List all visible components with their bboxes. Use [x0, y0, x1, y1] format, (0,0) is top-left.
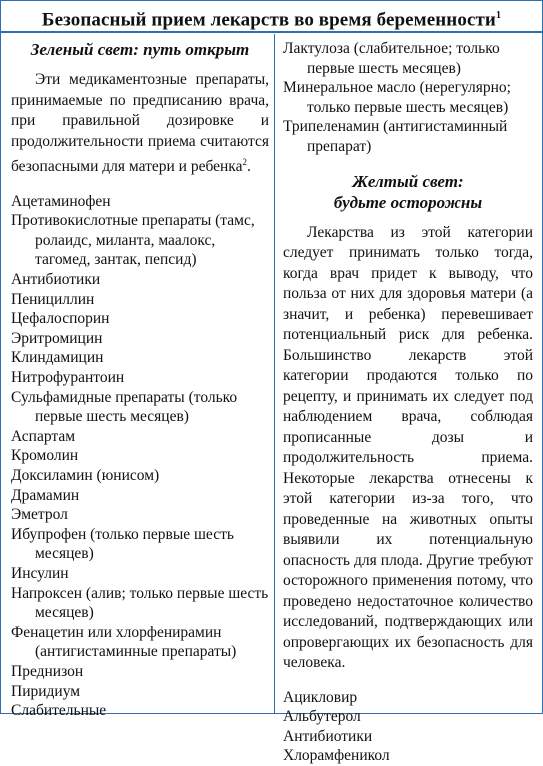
title-footnote: 1: [495, 10, 502, 21]
green-light-heading: Зеленый свет: путь открыт: [30, 40, 250, 59]
title-text: Безопасный прием лекарств во время беременности: [41, 9, 496, 31]
list-item: Эритромицин: [11, 329, 103, 347]
list-item: Антибиотики: [11, 271, 101, 289]
list-item: Сульфамидные препараты (только первые шесть месяцев): [11, 388, 238, 426]
list-item: Фенацетин или хлорфенирамин (антигистаминные препараты): [11, 623, 237, 661]
list-item: Эметрол: [11, 506, 68, 524]
list-item: Слабительные: [11, 702, 107, 720]
green-drug-list: [11, 192, 269, 721]
yellow-drug-list: [283, 688, 533, 766]
list-item: Ацетаминофен: [11, 192, 111, 210]
green-light-intro: [11, 70, 269, 178]
list-item: Инсулин: [11, 564, 69, 582]
list-item: Ацикловир: [283, 688, 358, 706]
yellow-light-intro: Лекарства из этой категории следует принимать только тогда, когда врач придет к выводу, что польза от них для здоровья матери (а значит, и ребенка) перевешивает потенциальный риск для ребенка. Большинство лекарств этой категории продаются только по рецепту, и принимать их следует под наблюдением врача, соблюдая прописанные дозы и продолжительность приема. Некоторые лекарства отнесены к этой категории из-за того, что проведенные на животных опыты выявили их потенциальную опасность для плода. Другие требуют осторожного применения потому, что проведено недостаточное количество исследований, подтверждающих или опровергающих их безопасность для человека.: [283, 223, 533, 672]
green-intro-footnote: 2: [242, 157, 247, 167]
list-item: Аспартам: [11, 427, 76, 445]
yellow-light-heading: [283, 171, 533, 213]
list-item: Цефалоспорин: [11, 310, 110, 328]
yellow-heading-line1: Желтый свет:: [352, 171, 464, 191]
list-item: Напроксен (алив; только первые шесть месяцев): [11, 584, 269, 622]
list-item: Ибупрофен (только первые шесть месяцев): [11, 525, 234, 563]
list-item: Пенициллин: [11, 290, 95, 308]
list-item: Хлорамфеникол: [283, 747, 390, 765]
column-divider: [274, 34, 275, 713]
list-item: Драмамин: [11, 486, 80, 504]
left-column: [11, 39, 269, 721]
list-item: Противокислотные препараты (тамс, ролаидс, миланта, маалокс, тагомед, зантак, пепсид): [11, 212, 255, 269]
right-column: [283, 39, 533, 766]
list-item: Минеральное масло (нерегулярно; только первые шесть месяцев): [283, 79, 511, 116]
list-item: Антибиотики: [283, 727, 373, 745]
list-item: Альбутерол: [283, 708, 361, 726]
list-item: Кромолин: [11, 447, 79, 465]
list-item: Клиндамицин: [11, 349, 104, 367]
list-item: Пиридиум: [11, 682, 81, 700]
list-item: Лактулоза (слабительное; только первые шесть месяцев): [283, 40, 500, 77]
green-intro-text: Эти медикаментозные препараты, принимаемые по предписанию врача, при правильной дозировке и продолжительности приема считаются безопасными для матери и ребенка: [11, 71, 269, 176]
list-item: Преднизон: [11, 662, 84, 680]
list-item: Нитрофурантоин: [11, 369, 125, 386]
green-drug-list-continued: [283, 39, 533, 157]
green-intro-end: .: [247, 158, 251, 176]
yellow-heading-line2: будьте осторожны: [333, 192, 483, 212]
page-title: [1, 1, 542, 33]
list-item: Доксиламин (юнисом): [11, 466, 160, 484]
list-item: Трипеленамин (антигистаминный препарат): [283, 118, 508, 155]
